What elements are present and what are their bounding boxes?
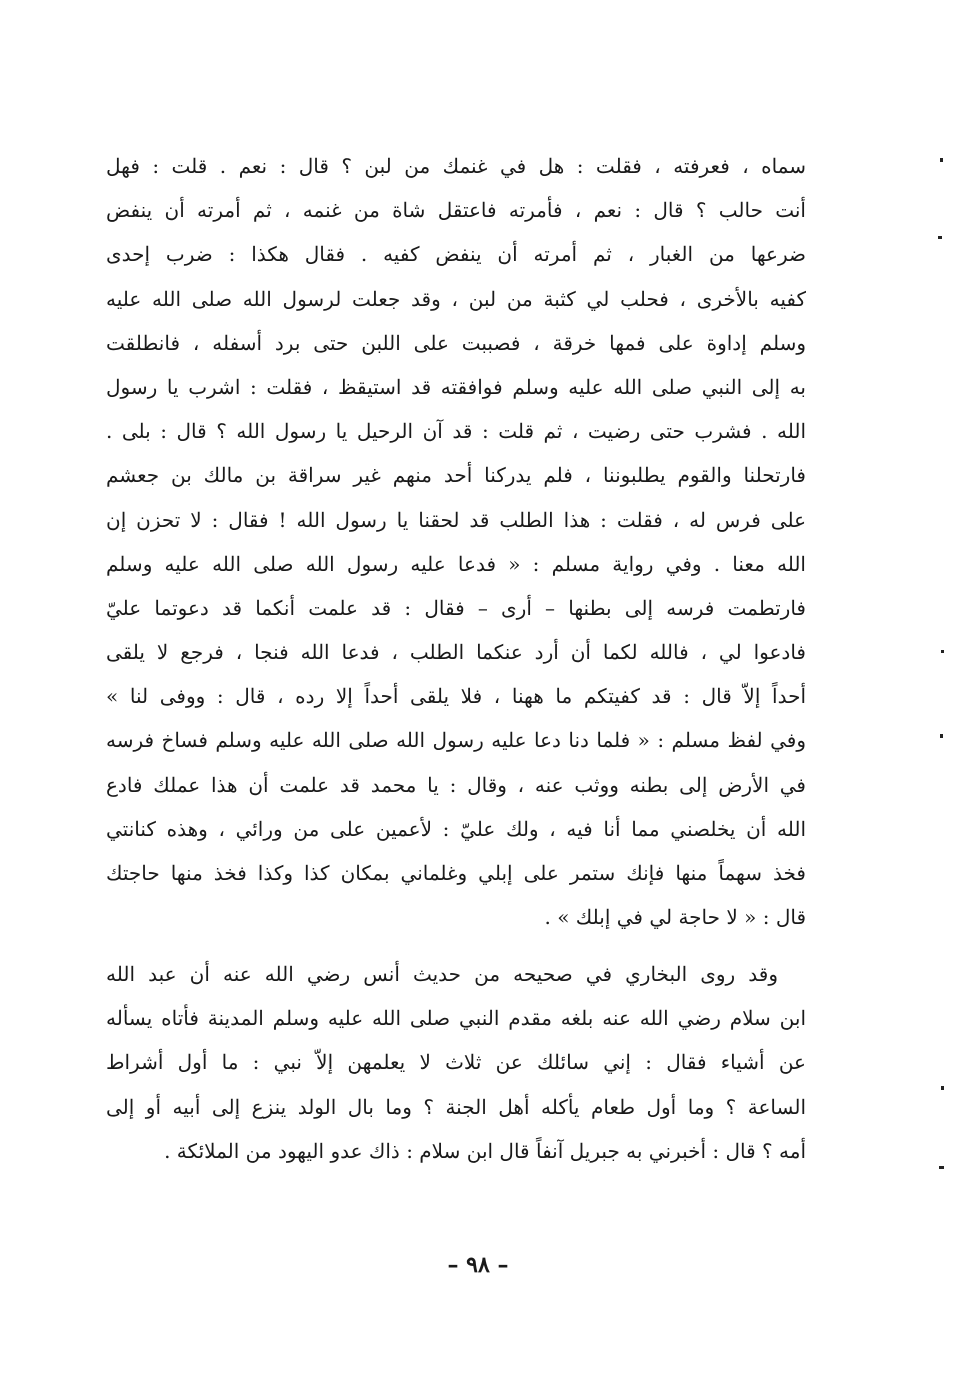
- margin-speck: [941, 650, 944, 653]
- text-line: أحداً إلاّ قال : قد كفيتكم ما ههنا ، فلا يلقى أحداً إلا رده ، قال : ووفى لنا »: [106, 684, 806, 709]
- margin-speck: [941, 1086, 944, 1090]
- margin-speck: [938, 236, 942, 239]
- text-line: سماه ، فعرفته ، فقلت : هل في غنمك من لبن ؟ قال : نعم . قلت : فهل: [106, 154, 806, 178]
- margin-speck: [939, 1166, 944, 1169]
- text-line: على فرس له ، فقلت : هذا الطلب قد لحقنا يا رسول الله ! فقال : لا تحزن إن: [106, 507, 806, 532]
- text-line: الساعة ؟ وما أول طعام يأكله أهل الجنة ؟ وما بال الولد ينزع إلى أبيه أو إلى: [106, 1094, 806, 1119]
- page-number: – ٩٨ –: [447, 1252, 509, 1278]
- text-line: وسلم إداوة على فمها خرقة ، فصببت على اللبن حتى برد أسفله ، فانطلقت: [106, 330, 806, 355]
- text-line: أمه ؟ قال : أخبرني به جبريل آنفاً قال ابن سلام : ذاك عدو اليهود من الملائكة .: [164, 1138, 806, 1163]
- text-line: وفي لفظ مسلم : « فلما دنا دعا عليه رسول الله صلى الله عليه وسلم فساخ فرسه: [106, 728, 806, 753]
- text-line: به إلى النبي صلى الله عليه وسلم فوافقته قد استيقظ ، فقلت : اشرب يا رسول: [106, 374, 806, 399]
- text-line: فارتطمت فرسه إلى بطنها – أرى – فقال : قد علمت أنكما قد دعوتما عليّ: [106, 595, 806, 620]
- text-line: كفيه بالأخرى ، فحلب لي كثبة من لبن ، وقد جعلت لرسول الله صلى الله عليه: [106, 286, 806, 311]
- paragraph-2: [106, 952, 806, 1173]
- text-line: قال : « لا حاجة لي في إبلك » .: [544, 905, 806, 930]
- margin-speck: [940, 734, 943, 738]
- text-line: أنت حالب ؟ قال : نعم ، فأمرته فاعتقل شاة من غنمه ، ثم أمرته أن ينفض: [106, 198, 806, 223]
- text-line: الله معنا . وفي رواية مسلم : « فدعا عليه رسول الله صلى الله عليه وسلم: [106, 551, 806, 576]
- text-line: ابن سلام رضي الله عنه بلغه مقدم النبي صلى الله عليه وسلم المدينة فأتاه يسأله: [106, 1006, 806, 1031]
- text-line: فارتحلنا والقوم يطلبوننا ، فلم يدركنا أحد منهم غير سراقة بن مالك بن جعشم: [106, 463, 806, 488]
- text-line: فخذ سهماً منها فإنك ستمر على إبلي وغلماني بمكان كذا وكذا فخذ منها حاجتك: [106, 861, 806, 885]
- text-line: الله أن يخلصني مما أنا فيه ، ولك عليّ : لأعمين على من ورائي ، وهذه كنانتي: [106, 816, 806, 841]
- text-line: الله . فشرب حتى رضيت ، ثم قلت : قد آن الرحيل يا رسول الله ؟ قال : بلى .: [106, 419, 806, 444]
- text-line: في الأرض إلى بطنه ووثب عنه ، وقال : يا محمد قد علمت أن هذا عملك فادع: [106, 772, 806, 797]
- paragraph-1: [106, 144, 806, 939]
- text-line: فادعوا لي ، فالله لكما أن أرد عنكما الطلب ، فدعا الله فنجا ، فرجع لا يلقى: [106, 640, 806, 665]
- text-line: عن أشياء فقال : إني سائلك عن ثلاث لا يعلمهن إلاّ نبي : ما أول أشراط: [106, 1050, 806, 1075]
- text-line: وقد روى البخاري في صحيحه من حديث أنس رضي الله عنه أن عبد الله: [106, 962, 778, 986]
- text-line: ضرعها من الغبار ، ثم أمرته أن ينفض كفيه . فقال هكذا : ضرب إحدى: [106, 242, 806, 267]
- margin-speck: [940, 158, 943, 162]
